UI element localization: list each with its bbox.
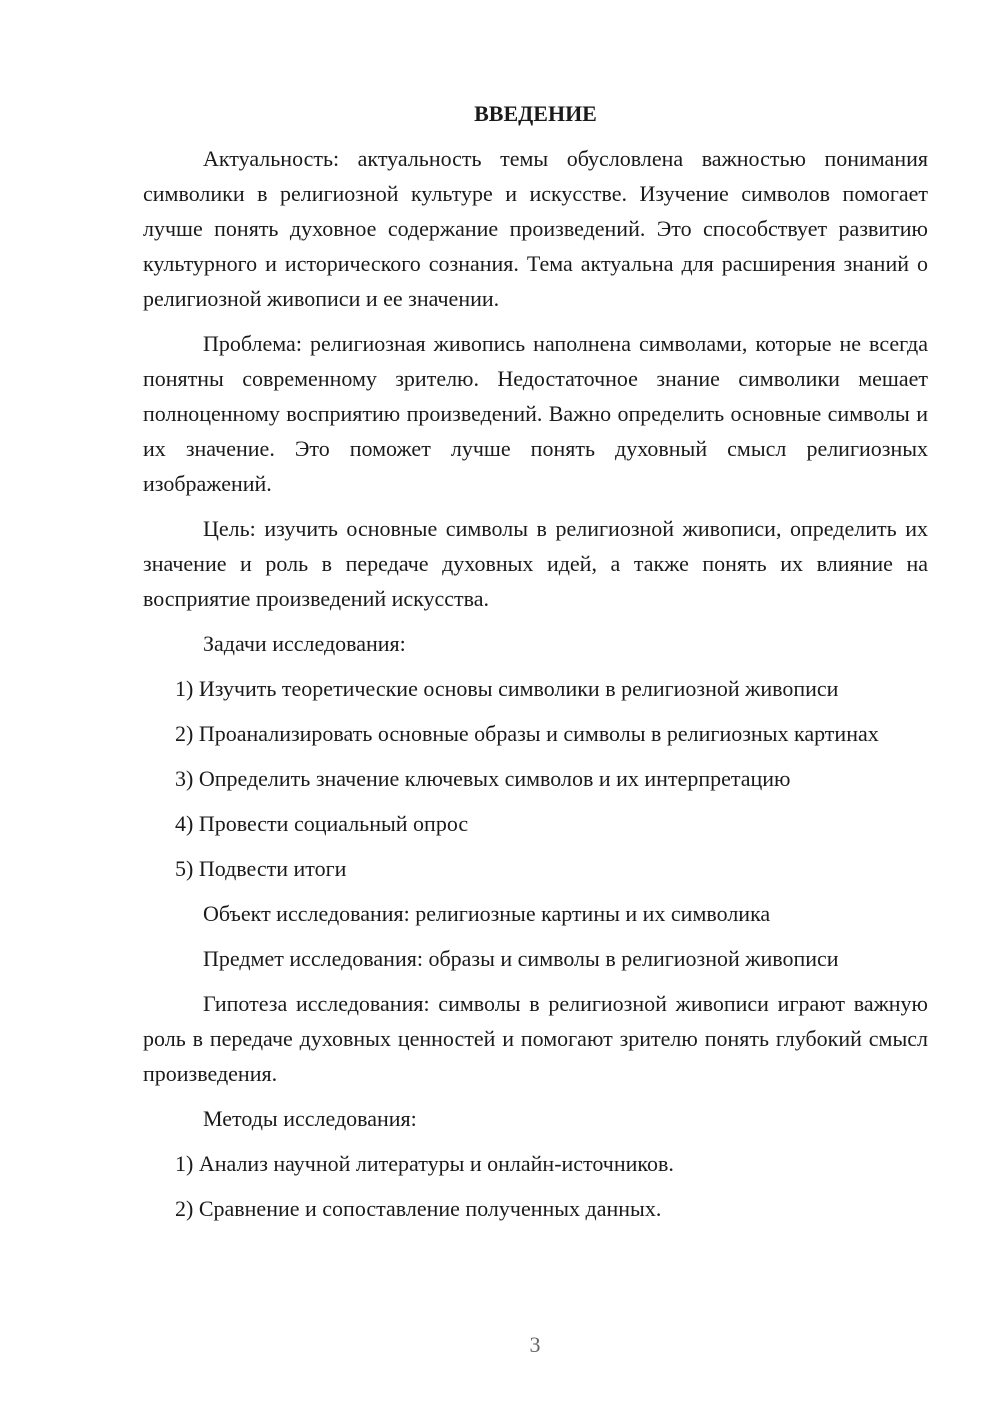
tasks-label: Задачи исследования: [203, 631, 406, 656]
problem-paragraph: Проблема: религиозная живопись наполнена символами, которые не всегда понятны современному зрителю. Недостаточное знание символики мешает полноценному восприятию произведений. Важно определить основные символы и их значение. Это поможет лучше понять духовный смысл религиозных изображений. [143, 331, 928, 496]
subject-paragraph: Предмет исследования: образы и символы в религиозной живописи [203, 946, 839, 971]
method-item: 1) Анализ научной литературы и онлайн-источников. [175, 1151, 674, 1176]
goal-paragraph: Цель: изучить основные символы в религиозной живописи, определить их значение и роль в передаче духовных идей, а также понять их влияние на восприятие произведений искусства. [143, 516, 928, 611]
task-item: 1) Изучить теоретические основы символики в религиозной живописи [175, 676, 839, 701]
task-item: 4) Провести социальный опрос [175, 811, 469, 836]
hypothesis-paragraph: Гипотеза исследования: символы в религиозной живописи играют важную роль в передаче духовных ценностей и помогают зрителю понять глубокий смысл произведения. [143, 991, 928, 1086]
object-paragraph: Объект исследования: религиозные картины и их символика [203, 901, 771, 926]
page-title: ВВЕДЕНИЕ [474, 101, 597, 126]
task-item: 2) Проанализировать основные образы и символы в религиозных картинах [175, 721, 879, 746]
method-item: 2) Сравнение и сопоставление полученных данных. [175, 1196, 662, 1221]
methods-label: Методы исследования: [203, 1106, 417, 1131]
task-item: 3) Определить значение ключевых символов и их интерпретацию [175, 766, 791, 791]
task-item: 5) Подвести итоги [175, 856, 347, 881]
page-content [143, 96, 928, 1236]
relevance-paragraph: Актуальность: актуальность темы обусловлена важностью понимания символики в религиозной культуре и искусстве. Изучение символов помогает лучше понять духовное содержание произведений. Это способствует развитию культурного и исторического сознания. Тема актуальна для расширения знаний о религиозной живописи и ее значении. [143, 146, 928, 311]
page-number: 3 [529, 1332, 541, 1357]
